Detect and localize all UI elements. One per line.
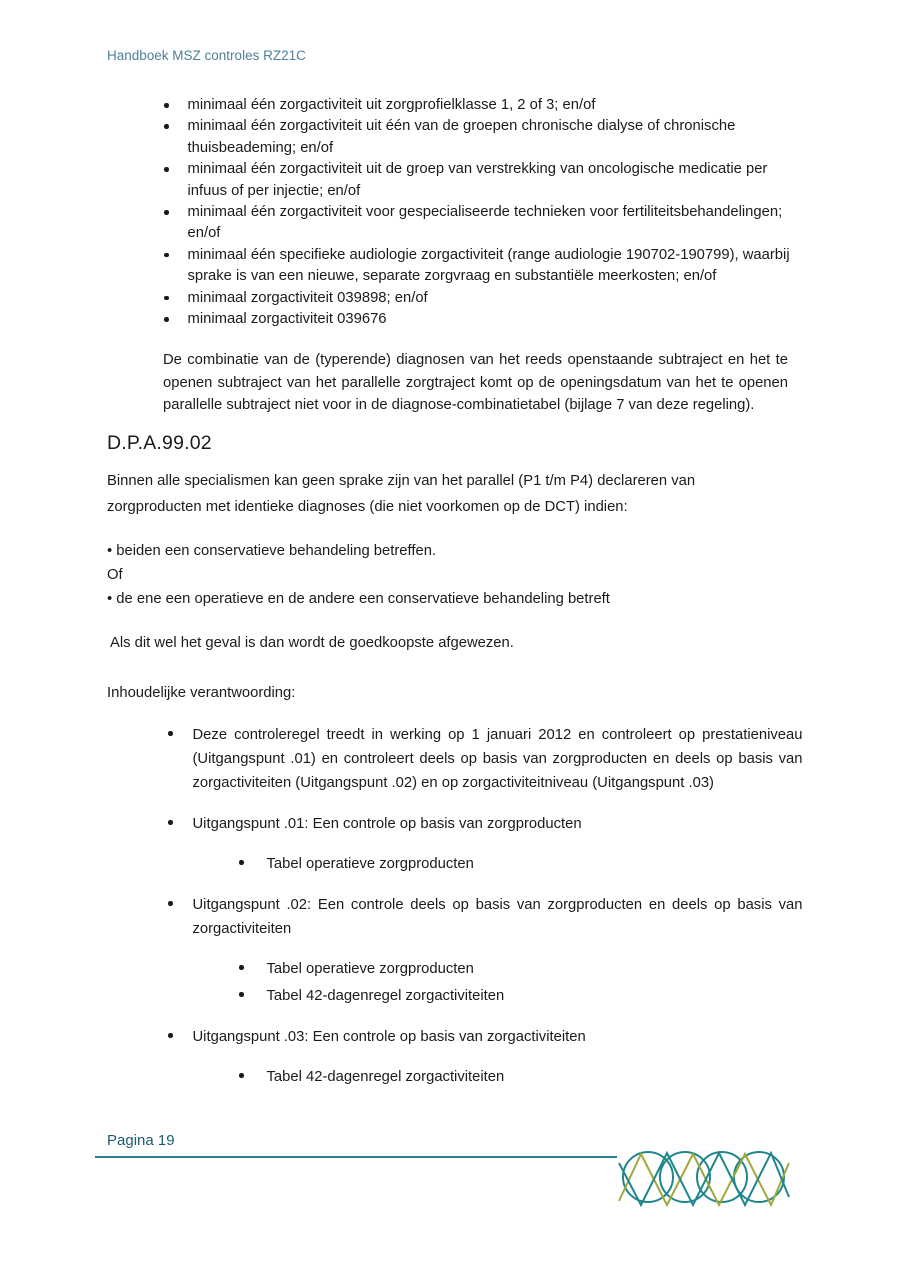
list-item-text: minimaal zorgactiviteit 039676 [187, 311, 387, 328]
bullet-icon [164, 103, 169, 108]
list-item [164, 95, 805, 116]
list-item [107, 1025, 805, 1049]
list-item-text: minimaal één specifieke audiologie zorgactiviteit (range audiologie 190702-190799), waarbij sprake is van een nieuwe, separate zorgvraag en substantiële meerkosten; en/of [187, 246, 790, 285]
list-item [164, 288, 805, 309]
bullet-icon [239, 992, 244, 997]
bullet-icon [239, 1073, 244, 1078]
list-item-text: Deze controleregel treedt in werking op 1 januari 2012 en controleert op prestatieniveau (Uitgangspunt .01) en controleert deels op basis van zorgproducten en deels op basis van zorgactiviteiten (Uitgangspunt .02) en op zorgactiviteitniveau (Uitgangspunt .03) [192, 727, 803, 792]
bullet-icon [168, 820, 173, 825]
bullet-icon [164, 296, 169, 301]
footer-rule [95, 1156, 617, 1158]
page-header-title: Handboek MSZ controles RZ21C [107, 48, 306, 63]
list-item [164, 309, 805, 330]
list-item [107, 1065, 805, 1089]
list-item [107, 893, 805, 941]
condition-line-1: • beiden een conservatieve behandeling betreffen. [107, 543, 437, 560]
list-item [107, 984, 805, 1008]
connector-of: Of [107, 567, 123, 584]
logo-pattern-icon [617, 1151, 792, 1207]
list-item [107, 812, 805, 836]
condition-line-2: • de ene een operatieve en de andere een conservatieve behandeling betreft [107, 590, 610, 607]
list-item-text: minimaal één zorgactiviteit uit één van de groepen chronische dialyse of chronische thuisbeademing; en/of [187, 118, 736, 156]
bullet-icon [239, 965, 244, 970]
list-item-text: Tabel 42-dagenregel zorgactiviteiten [266, 1069, 505, 1086]
bullet-icon [239, 860, 244, 865]
section-heading: D.P.A.99.02 [107, 432, 212, 455]
intro-paragraph: Binnen alle specialismen kan geen sprake zijn van het parallel (P1 t/m P4) declareren van zorgproducten met identieke diagnoses (die niet voorkomen op de DCT) indien: [107, 473, 696, 516]
list-item-text: Uitgangspunt .01: Een controle op basis van zorgproducten [192, 816, 582, 833]
list-item [107, 852, 805, 876]
list-item [107, 723, 805, 795]
bullet-icon [168, 1033, 173, 1038]
list-item-text: minimaal één zorgactiviteit uit zorgprofielklasse 1, 2 of 3; en/of [187, 97, 596, 113]
list-item-text: Uitgangspunt .02: Een controle deels op basis van zorgproducten en deels op basis van zorgactiviteiten [192, 897, 803, 938]
bullet-icon [164, 124, 169, 129]
list-item-text: Uitgangspunt .03: Een controle op basis van zorgactiviteiten [192, 1029, 586, 1046]
list-item [107, 957, 805, 981]
bullet-icon [168, 731, 173, 736]
bullet-icon [164, 253, 169, 258]
conditions-block [107, 540, 805, 611]
list-item [164, 202, 805, 245]
bullet-icon [164, 167, 169, 172]
bullet-icon [164, 210, 169, 215]
combination-paragraph: De combinatie van de (typerende) diagnosen van het reeds openstaande subtraject en het te openen subtraject van het parallelle zorgtraject komt op de openingsdatum van het te openen parallelle subtraject niet voor in de diagnose-combinatietabel (bijlage 7 van deze regeling). [163, 352, 788, 414]
list-item-text: Tabel 42-dagenregel zorgactiviteiten [266, 988, 505, 1005]
criteria-list [107, 95, 805, 330]
bullet-icon [164, 317, 169, 322]
consequence-paragraph: Als dit wel het geval is dan wordt de goedkoopste afgewezen. [110, 635, 514, 652]
list-item-text: minimaal één zorgactiviteit uit de groep van verstrekking van oncologische medicatie per infuus of per injectie; en/of [187, 161, 768, 199]
list-item-text: minimaal één zorgactiviteit voor gespecialiseerde technieken voor fertiliteitsbehandelingen; en/of [187, 204, 783, 242]
bullet-icon [168, 901, 173, 906]
list-item [164, 159, 805, 202]
verantwoording-list [107, 723, 805, 1089]
justification-heading: Inhoudelijke verantwoording: [107, 685, 296, 702]
list-item [164, 245, 805, 288]
list-item-text: minimaal zorgactiviteit 039898; en/of [187, 289, 428, 306]
list-item-text: Tabel operatieve zorgproducten [266, 856, 474, 873]
list-item [164, 116, 805, 159]
list-item-text: Tabel operatieve zorgproducten [266, 961, 474, 978]
page-number: Pagina 19 [107, 1132, 175, 1149]
